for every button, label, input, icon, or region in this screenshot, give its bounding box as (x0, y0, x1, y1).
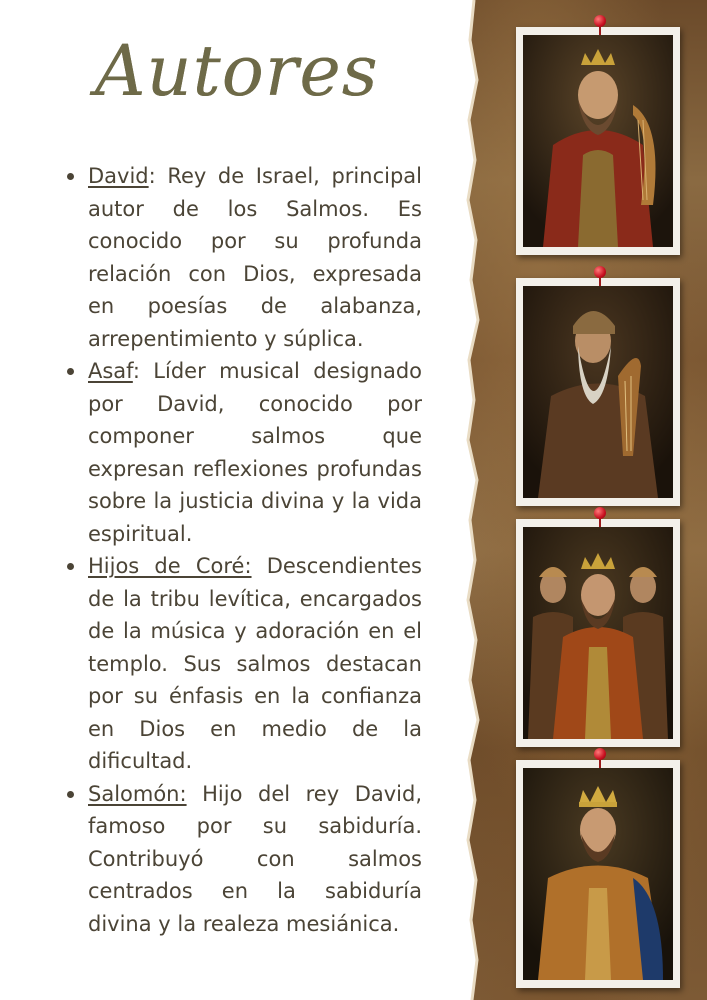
authors-list (58, 160, 422, 940)
asaf-lyre-portrait (523, 286, 673, 498)
photo-asaf (516, 278, 680, 506)
red-pin-icon (594, 266, 606, 278)
red-pin-icon (594, 15, 606, 27)
sons-of-korah-group-portrait (523, 527, 673, 739)
torn-paper-edge (460, 0, 490, 1000)
photo-hijos-de-core (516, 519, 680, 747)
solomon-portrait (523, 768, 673, 980)
author-name: Hijos de Coré: (88, 554, 252, 578)
author-description: Hijo del rey David, famoso por su sabiduría. Contribuyó con salmos centrados en la sabiduría divina y la realeza mesiánica. (88, 781, 422, 936)
author-description: Descendientes de la tribu levítica, encargados de la música y adoración en el templo. Sus salmos destacan por su énfasis en la confianza en Dios en medio de la dificultad. (88, 554, 422, 773)
david-harp-portrait (523, 35, 673, 247)
red-pin-icon (594, 748, 606, 760)
photo-salomon (516, 760, 680, 988)
author-item-salomon (58, 778, 422, 941)
photo-david (516, 27, 680, 255)
author-description: Líder musical designado por David, conocido por componer salmos que expresan reflexiones profundas sobre la justicia divina y la vida espiritual. (88, 359, 422, 546)
author-item-asaf (58, 355, 422, 550)
red-pin-icon (594, 507, 606, 519)
author-separator: : (132, 359, 140, 383)
author-name: Asaf (88, 359, 133, 383)
author-name: Salomón: (88, 781, 187, 806)
author-item-david (58, 160, 422, 355)
author-separator: : (148, 164, 156, 188)
page-title: Autores (95, 30, 379, 112)
author-name: David (88, 164, 149, 188)
author-description: Rey de Israel, principal autor de los Salmos. Es conocido por su profunda relación con Dios, expresada en poesías de alabanza, arrepentimiento y súplica. (88, 164, 422, 351)
author-item-hijos-de-core (58, 550, 422, 778)
